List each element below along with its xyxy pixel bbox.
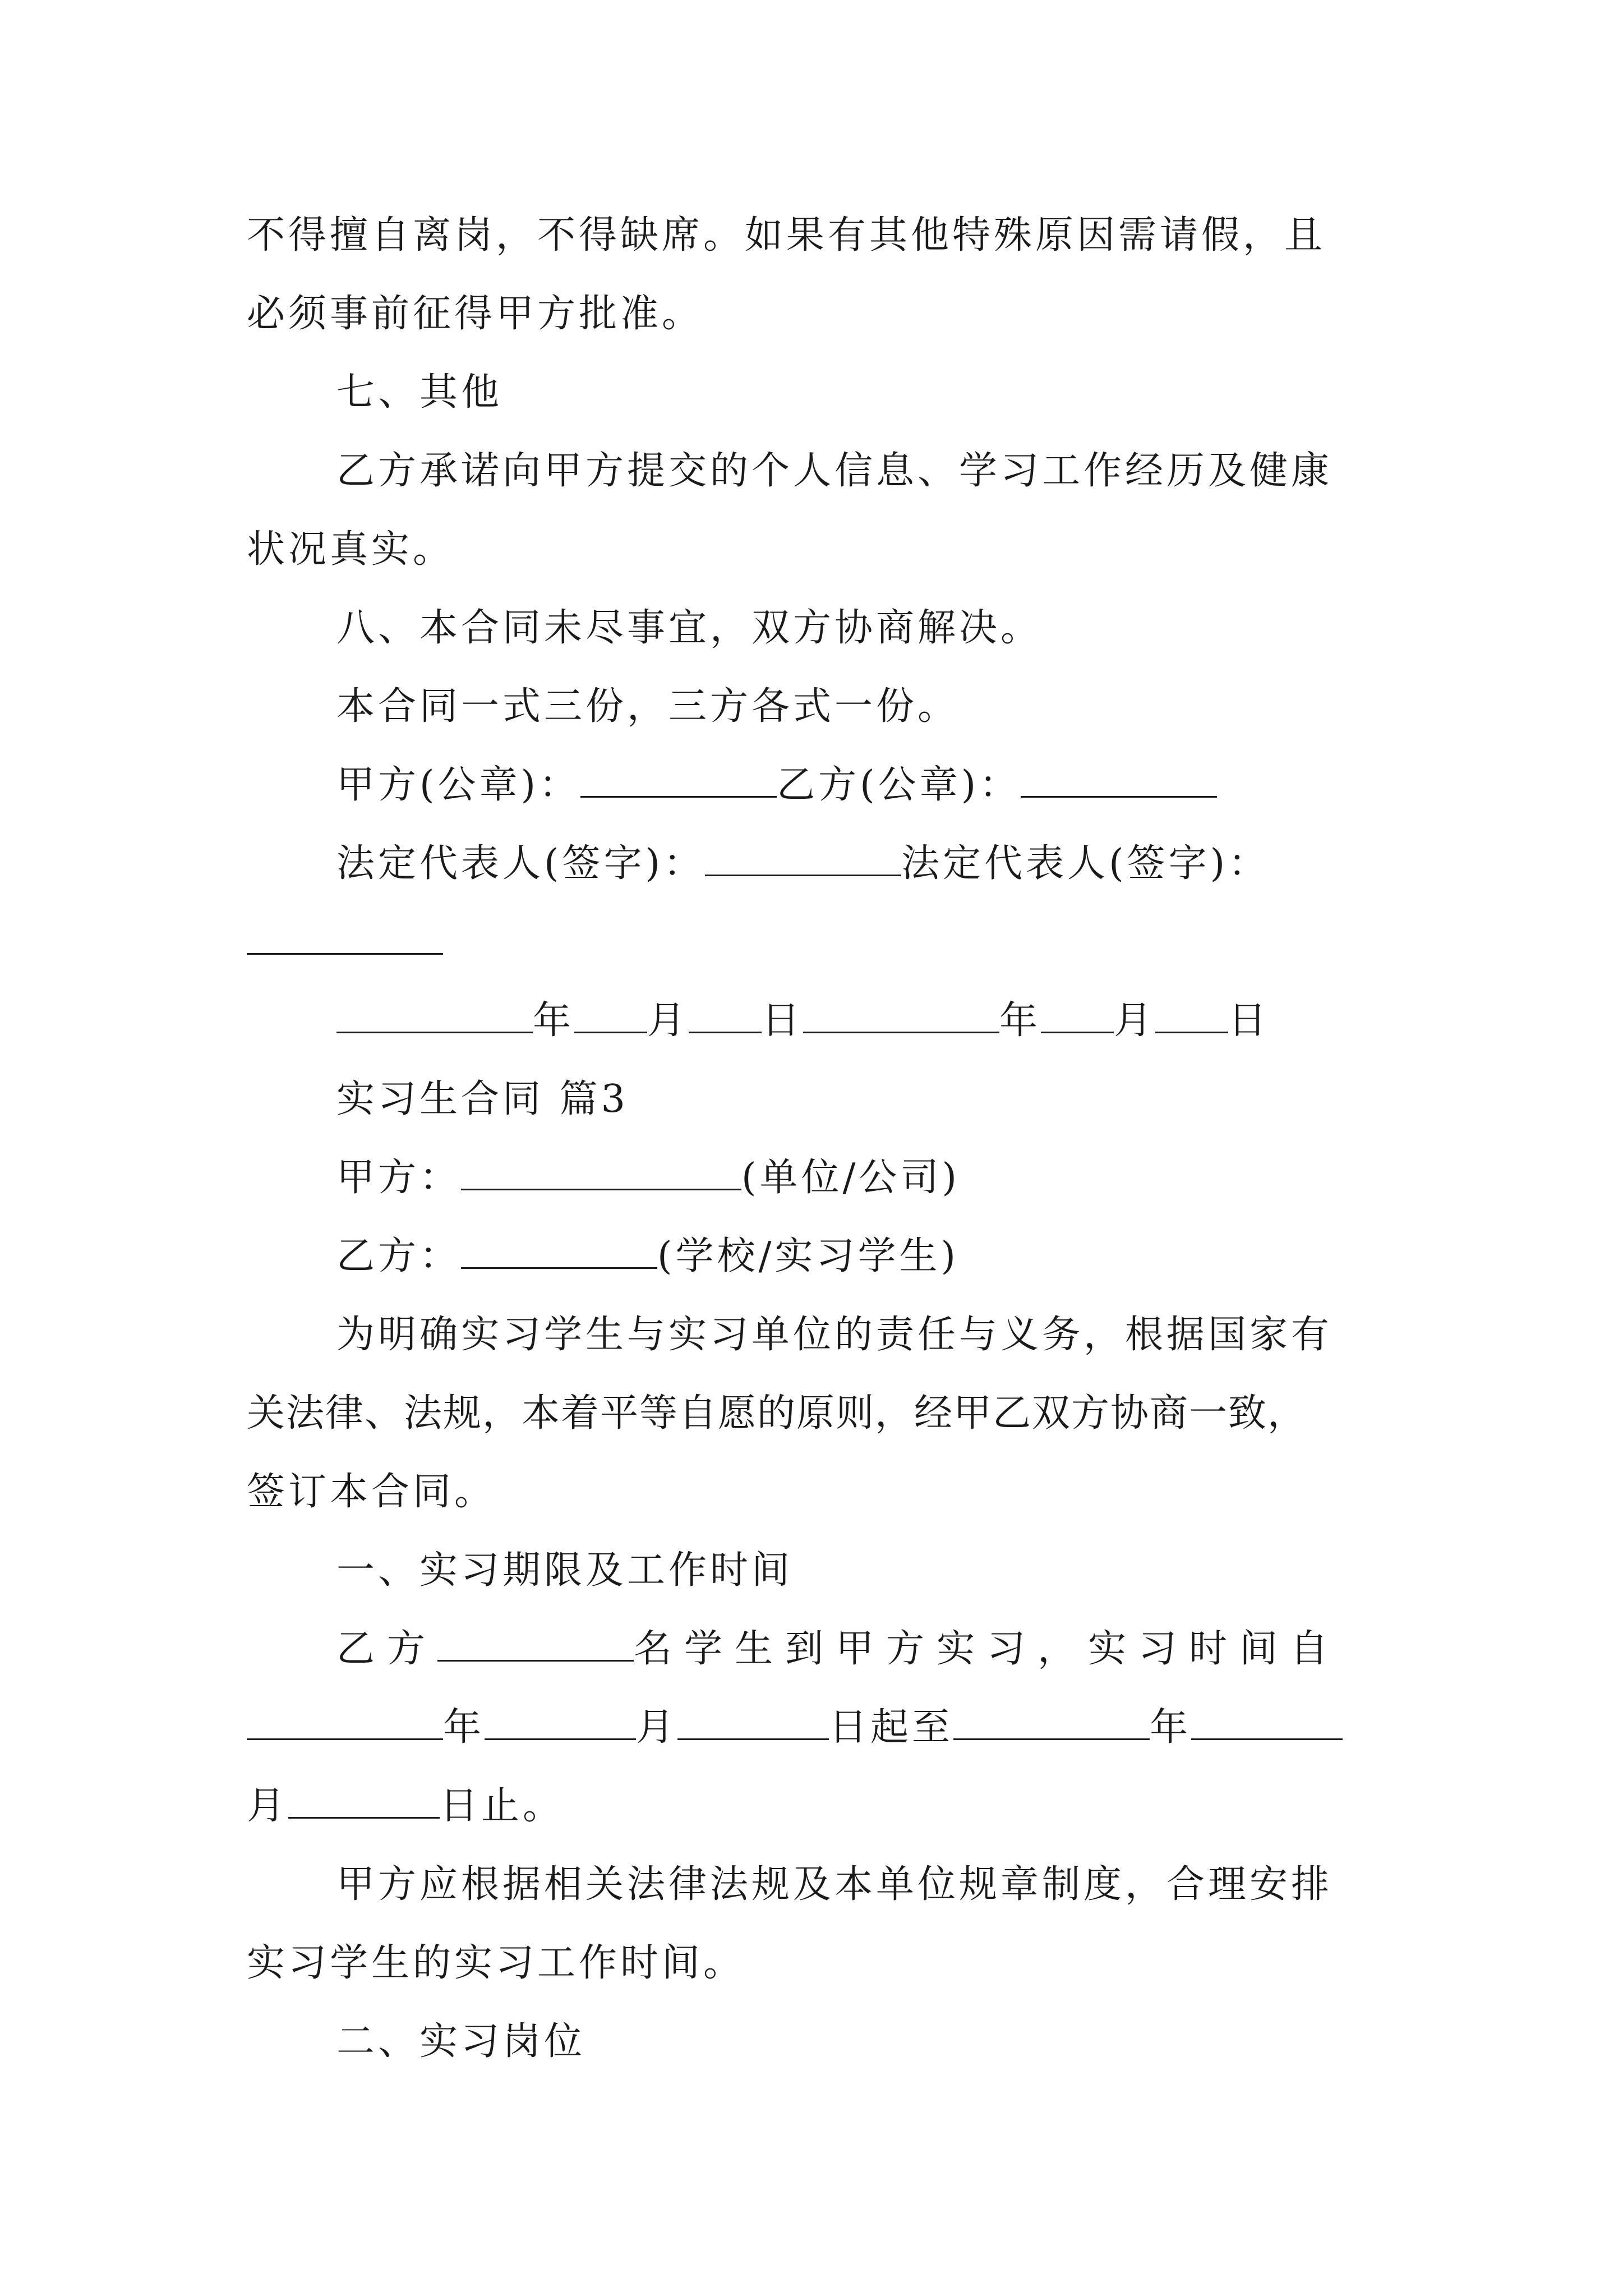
party-b-seal-label: 乙方(公章)：: [777, 763, 1021, 807]
date-line: [336, 993, 1380, 1049]
party-a-rep-blank: [705, 840, 901, 876]
day-label: 日: [1228, 999, 1270, 1043]
day-blank: [689, 997, 762, 1033]
section-heading: 二、实习岗位: [336, 2019, 586, 2064]
month-blank: [574, 997, 647, 1033]
day-blank: [1155, 997, 1228, 1033]
party-a-rep-label: 法定代表人(签字)：: [336, 841, 706, 886]
party-a-blank: [461, 1154, 741, 1190]
party-b-seal-blank: [1021, 761, 1217, 798]
paragraph-line: 本合同一式三份，三方各式一份。: [336, 684, 960, 729]
year-label: 年: [999, 999, 1041, 1043]
year-blank: [336, 997, 533, 1033]
paragraph-line: 关法律、法规，本着平等自愿的原则，经甲乙双方协商一致，: [247, 1391, 1307, 1435]
end-year-blank: [953, 1704, 1150, 1740]
internship-count-line: [336, 1621, 1380, 1677]
party-a-note: (单位/公司): [741, 1156, 960, 1200]
month-label: 月: [1114, 999, 1156, 1043]
paragraph-line: 不得擅自离岗，不得缺席。如果有其他特殊原因需请假，且: [247, 213, 1326, 257]
section-heading: 八、本合同未尽事宜，双方协商解决。: [336, 606, 1043, 650]
year-blank: [803, 997, 999, 1033]
internship-end-line: [247, 1778, 1380, 1834]
start-year-blank: [247, 1704, 443, 1740]
section-heading: 一、实习期限及工作时间: [336, 1548, 794, 1593]
start-month-blank: [485, 1704, 636, 1740]
party-b-line: [336, 1228, 1380, 1285]
year-label: 年: [1150, 1705, 1192, 1750]
party-a-seal-label: 甲方(公章)：: [336, 763, 581, 807]
party-b-note: (学校/实习学生): [657, 1234, 959, 1278]
day-label: 日: [762, 999, 804, 1043]
paragraph-line: 为明确实习学生与实习单位的责任与义务，根据国家有: [336, 1313, 1333, 1357]
party-b-rep-label: 法定代表人(签字)：: [901, 841, 1270, 886]
paragraph-line: 签订本合同。: [247, 1470, 496, 1514]
paragraph-line: 实习学生的实习工作时间。: [247, 1941, 745, 1985]
paragraph-line: 甲方应根据相关法律法规及本单位规章制度，合理安排: [336, 1862, 1333, 1907]
party-b-rep-blank-line: [247, 914, 1380, 970]
party-b-blank: [461, 1232, 657, 1269]
party-a-line: [336, 1150, 1380, 1206]
party-a-label: 甲方：: [336, 1156, 462, 1200]
signature-line-seals: [336, 757, 1380, 813]
internship-period-text: 名学生到甲方实习，实习时间自: [634, 1627, 1341, 1671]
party-b-label: 乙方：: [336, 1234, 462, 1278]
month-label: 月: [647, 999, 689, 1043]
end-month-blank: [1191, 1704, 1343, 1740]
year-label: 年: [443, 1705, 485, 1750]
internship-date-line: [247, 1700, 1380, 1756]
section-heading: 七、其他: [336, 370, 503, 415]
party-a-seal-blank: [580, 761, 777, 798]
month-blank: [1041, 997, 1114, 1033]
paragraph-line: 乙方承诺向甲方提交的个人信息、学习工作经历及健康: [336, 449, 1333, 493]
end-day-blank: [288, 1782, 440, 1819]
year-label: 年: [533, 999, 575, 1043]
month-label: 月: [247, 1784, 289, 1828]
party-b-rep-blank: [247, 918, 443, 955]
day-end-label: 日止。: [440, 1784, 565, 1828]
paragraph-line: 状况真实。: [247, 527, 455, 572]
party-b-prefix: 乙方: [336, 1627, 438, 1671]
start-day-blank: [677, 1704, 829, 1740]
paragraph-line: 必须事前征得甲方批准。: [247, 292, 704, 336]
student-count-blank: [437, 1625, 634, 1662]
day-from-label: 日起至: [829, 1705, 954, 1750]
signature-line-representatives: [336, 836, 1380, 892]
contract-title: 实习生合同 篇3: [336, 1077, 629, 1121]
month-label: 月: [636, 1705, 678, 1750]
